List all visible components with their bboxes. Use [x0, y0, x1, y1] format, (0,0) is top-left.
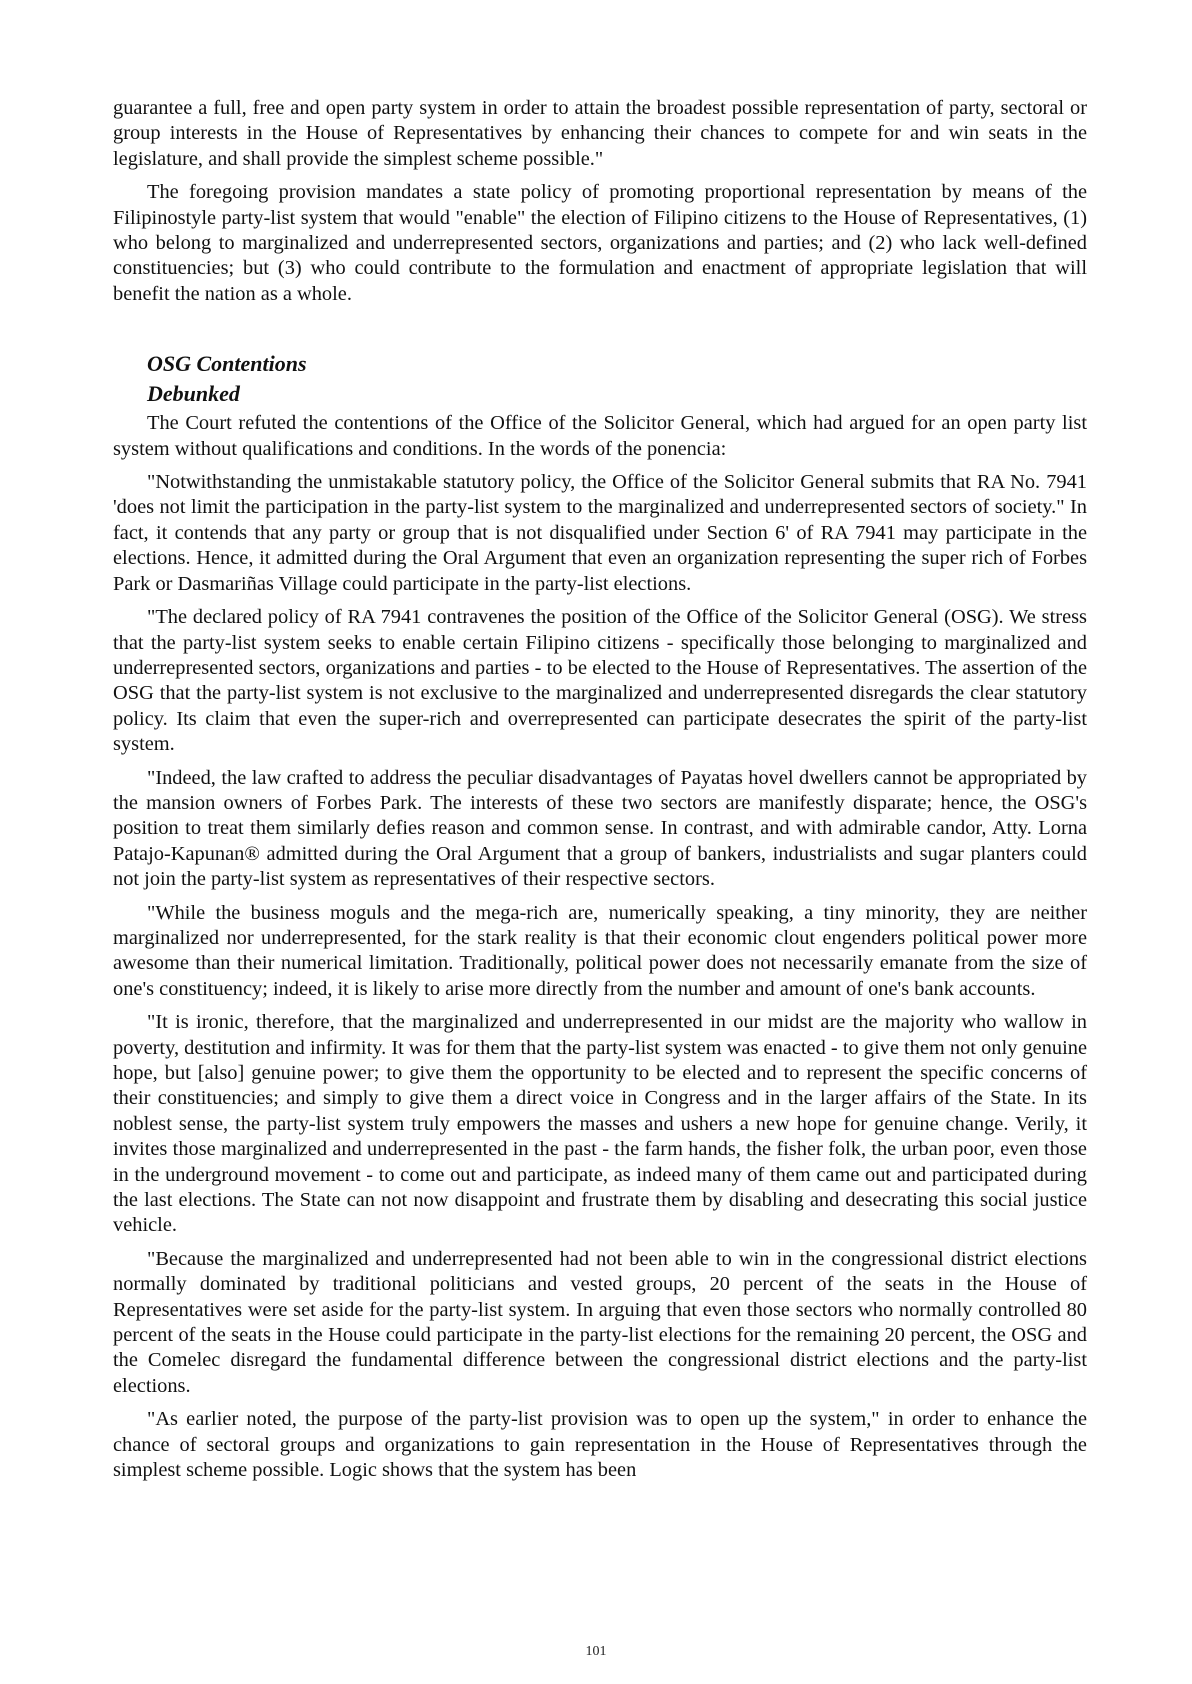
paragraph-quote-statutory-policy: "Notwithstanding the unmistakable statutory policy, the Office of the Solicitor General submits that RA No. 7941 'does not limit the participation in the party-list system to the marginalized and underrepresented sectors of society." In fact, it contends that any party or group that is not disqualified under Section 6' of RA 7941 may participate in the elections. Hence, it admitted during the Oral Argument that even an organization representing the super rich of Forbes Park or Dasmariñas Village could participate in the party-list elections. [113, 471, 1087, 595]
section-heading-line-1: OSG Contentions [147, 351, 307, 377]
section-spacer [113, 315, 1087, 349]
paragraph-continuation: guarantee a full, free and open party system in order to attain the broadest possible representation of party, sectoral or group interests in the House of Representatives by enhancing their chances to compete for and win seats in the legislature, and shall provide the simplest scheme possible." [113, 97, 1087, 170]
paragraph-quote-declared-policy: "The declared policy of RA 7941 contravenes the position of the Office of the Solicitor General (OSG). We stress that the party-list system seeks to enable certain Filipino citizens - specifically those belonging to marginalized and underrepresented sectors, organizations and parties - to be elected to the House of Representatives. The assertion of the OSG that the party-list system is not exclusive to the marginalized and underrepresented disregards the clear statutory policy. Its claim that even the super-rich and overrepresented can participate desecrates the spirit of the party-list system. [113, 606, 1087, 756]
paragraph-court-refuted: The Court refuted the contentions of the Office of the Solicitor General, which had argued for an open party list system without qualifications and conditions. In the words of the ponencia: [113, 412, 1087, 460]
paragraph-quote-payatas: "Indeed, the law crafted to address the peculiar disadvantages of Payatas hovel dwellers cannot be appropriated by the mansion owners of Forbes Park. The interests of these two sectors are manifestly disparate; hence, the OSG's position to treat them similarly defies reason and common sense. In contrast, and with admirable candor, Atty. Lorna Patajo-Kapunan® admitted during the Oral Argument that a group of bankers, industrialists and sugar planters could not join the party-list system as representatives of their respective sectors. [113, 766, 1087, 891]
document-page [113, 96, 1087, 1596]
paragraph-quote-ironic: "It is ironic, therefore, that the marginalized and underrepresented in our midst are the majority who wallow in poverty, destitution and infirmity. It was for them that the party-list system was enacted - to give them not only genuine hope, but [also] genuine power; to give them the opportunity to be elected and to represent the specific concerns of their constituencies; and simply to give them a direct voice in Congress and in the larger affairs of the State. In its noblest sense, the party-list system truly empowers the masses and ushers a new hope for genuine change. Verily, it invites those marginalized and underrepresented in the past - the farm hands, the fisher folk, the urban poor, even those in the underground movement - to come out and participate, as indeed many of them came out and participated during the last elections. The State can not now disappoint and frustrate them by disabling and desecrating this social justice vehicle. [113, 1011, 1087, 1237]
page-number: 101 [585, 1644, 607, 1659]
paragraph-quote-purpose: "As earlier noted, the purpose of the party-list provision was to open up the system," in order to enhance the chance of sectoral groups and organizations to gain representation in the House of Representatives through the simplest scheme possible. Logic shows that the system has been [113, 1408, 1087, 1482]
paragraph-quote-business-moguls: "While the business moguls and the mega-rich are, numerically speaking, a tiny minority, they are neither marginalized nor underrepresented, for the stark reality is that their economic clout engenders political power more awesome than their numerical limitation. Traditionally, political power does not necessarily emanate from the size of one's constituency; indeed, it is likely to arise more directly from the number and amount of one's bank accounts. [113, 901, 1087, 1000]
paragraph-quote-twenty-percent: "Because the marginalized and underrepresented had not been able to win in the congressional district elections normally dominated by traditional politicians and vested groups, 20 percent of the seats in the House of Representatives were set aside for the party-list system. In arguing that even those sectors who normally controlled 80 percent of the seats in the House could participate in the party-list elections for the remaining 20 percent, the OSG and the Comelec disregard the fundamental difference between the congressional district elections and the party-list elections. [113, 1247, 1087, 1397]
section-heading-line-2: Debunked [147, 381, 240, 407]
paragraph-state-policy: The foregoing provision mandates a state policy of promoting proportional representation by means of the Filipinostyle party-list system that would "enable" the election of Filipino citizens to the House of Representatives, (1) who belong to marginalized and underrepresented sectors, organizations and parties; and (2) who lack well-defined constituencies; but (3) who could contribute to the formulation and enactment of appropriate legislation that will benefit the nation as a whole. [113, 181, 1087, 305]
